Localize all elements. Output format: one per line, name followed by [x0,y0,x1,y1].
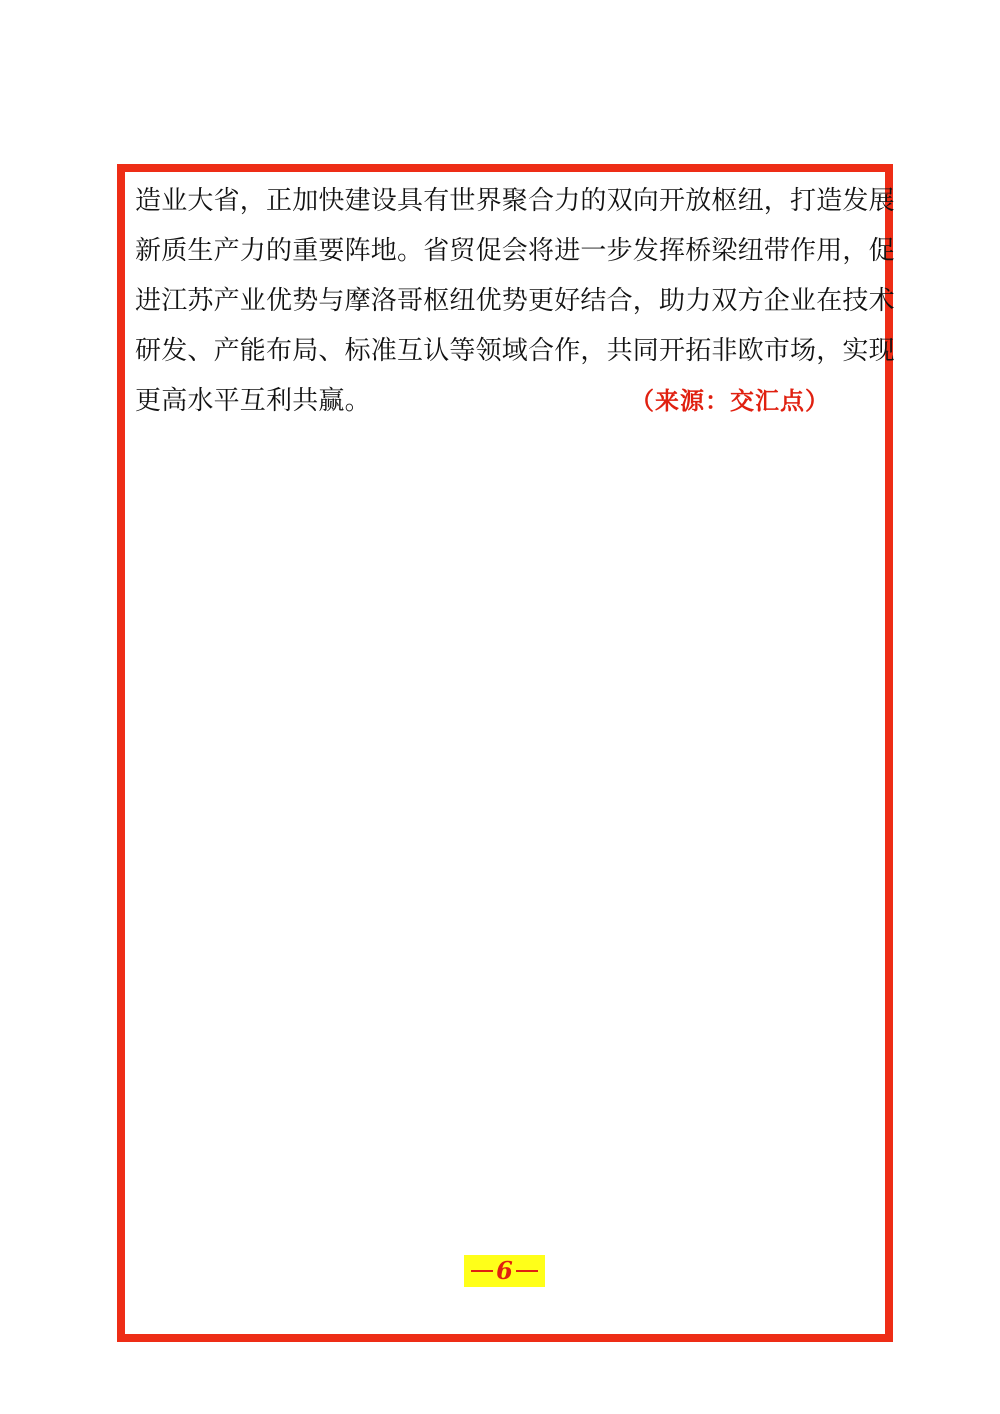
page-number-right-dash [516,1270,538,1272]
page-number-left-dash [471,1270,493,1272]
article-line-2: 新质生产力的重要阵地。省贸促会将进一步发挥桥梁纽带作用，促 [135,236,895,266]
article-line-5-wrapper [135,376,875,426]
page-number-badge [464,1255,545,1287]
article-line-5: 更高水平互利共赢。 [135,386,371,416]
page-number: 6 [496,1256,513,1285]
article-line-3: 进江苏产业优势与摩洛哥枢纽优势更好结合，助力双方企业在技术 [135,286,895,316]
article-line-4: 研发、产能布局、标准互认等领域合作，共同开拓非欧市场，实现 [135,336,895,366]
article-body [135,176,895,426]
source-attribution: （来源：交汇点） [630,386,830,415]
article-line-1: 造业大省，正加快建设具有世界聚合力的双向开放枢纽，打造发展 [135,186,895,216]
